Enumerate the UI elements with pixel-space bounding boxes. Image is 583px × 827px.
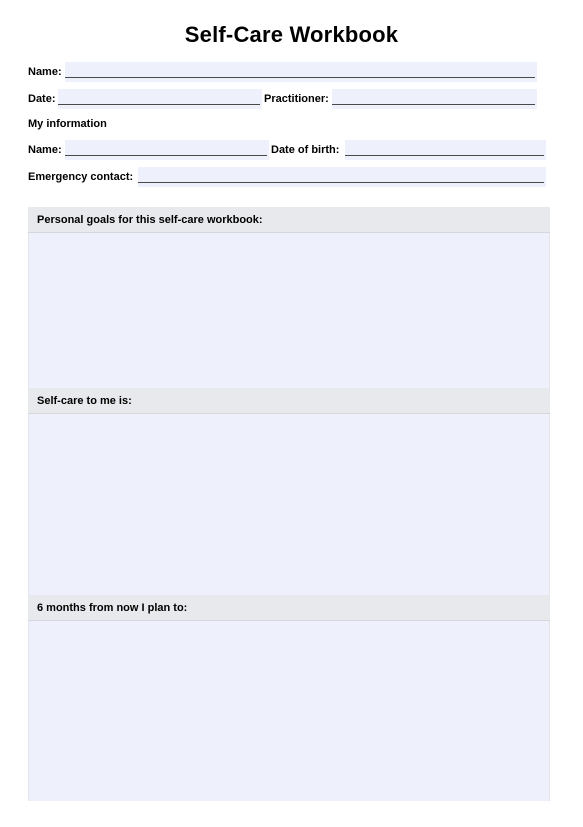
info-name-label: Name: [28,144,62,156]
name-label: Name: [28,66,62,78]
self-care-meaning-label: Self-care to me is: [37,395,132,407]
date-practitioner-row [0,88,583,110]
personal-goals-textarea[interactable] [28,233,550,388]
dob-field[interactable] [345,140,546,160]
my-information-row [0,113,583,135]
name-field[interactable] [65,62,537,82]
personal-goals-header [28,207,550,233]
date-field[interactable] [58,89,262,109]
self-care-meaning-header [28,388,550,414]
my-information-heading: My information [28,118,107,130]
emergency-contact-field[interactable] [138,167,546,187]
info-name-field[interactable] [65,140,269,160]
six-month-plan-textarea[interactable] [28,621,550,801]
info-name-dob-row [0,139,583,161]
name-row [0,61,583,83]
emergency-contact-label: Emergency contact: [28,171,134,183]
emergency-row [0,166,583,188]
date-label: Date: [28,93,56,105]
practitioner-label: Practitioner: [264,93,329,105]
personal-goals-label: Personal goals for this self-care workbook: [37,214,263,226]
page-title: Self-Care Workbook [184,22,399,47]
six-month-plan-label: 6 months from now I plan to: [37,602,188,614]
six-month-plan-header [28,595,550,621]
self-care-meaning-textarea[interactable] [28,414,550,595]
dob-label: Date of birth: [271,144,340,156]
practitioner-field[interactable] [332,89,537,109]
